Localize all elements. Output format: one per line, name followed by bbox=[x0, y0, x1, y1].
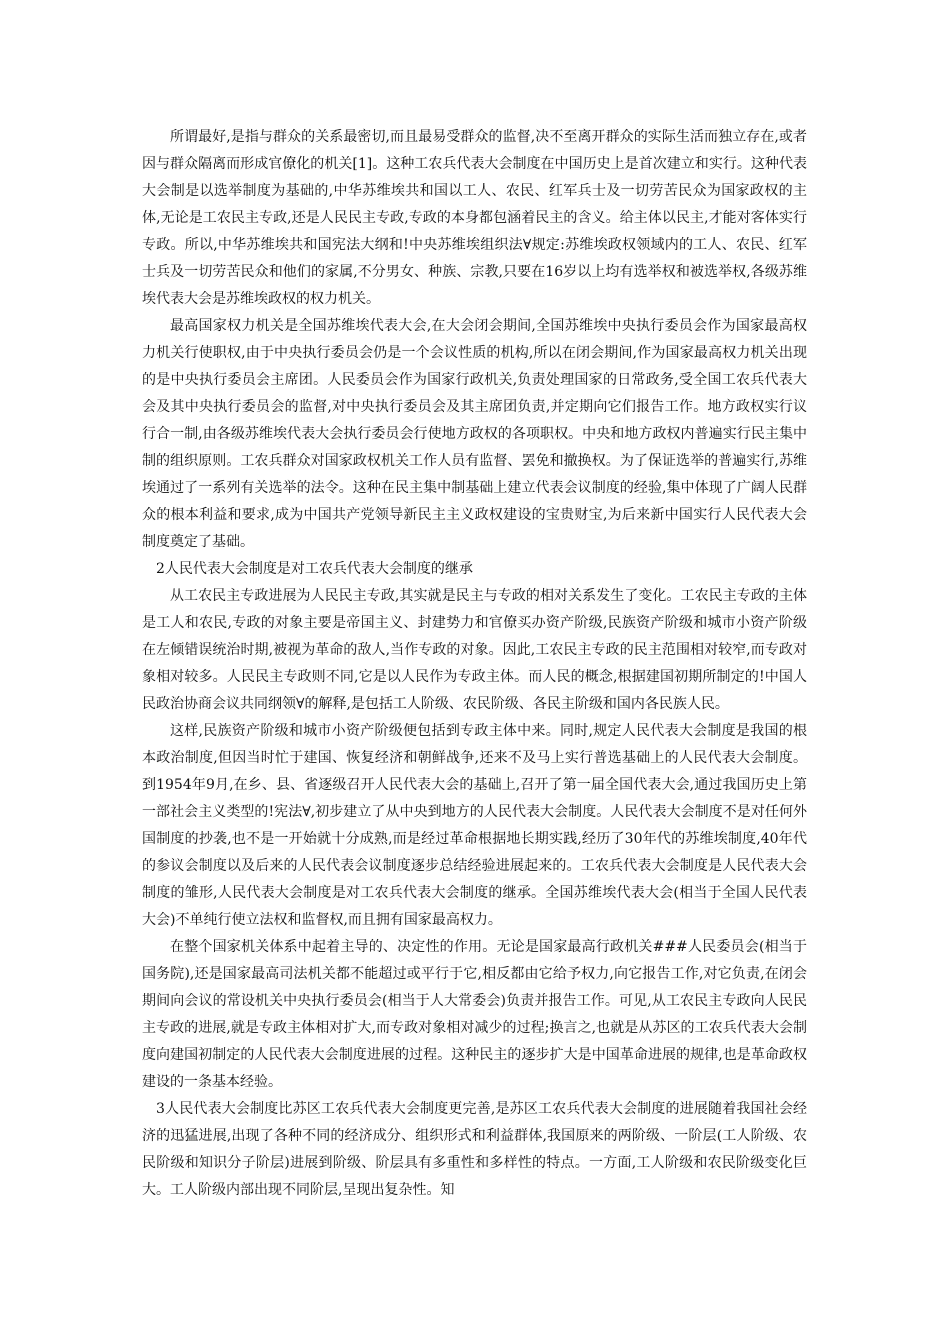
paragraph-5: 在整个国家机关体系中起着主导的、决定性的作用。无论是国家最高行政机关###人民委员会(相当于国务院),还是国家最高司法机关都不能超过或平行于它,相反都由它给予权力,向它报告工作,对它负责,在闭会期间向会议的常设机关中央执行委员会(相当于人大常委会)负责并报告工作。可见,从工农民主专政向人民民主专政的进展,就是专政主体相对扩大,而专政对象相对减少的过程;换言之,也就是从苏区的工农兵代表大会制度向建国初制定的人民代表大会制度进展的过程。这种民主的逐步扩大是中国革命进展的规律,也是革命政权建设的一条基本经验。 bbox=[142, 939, 807, 1090]
paragraph-4: 这样,民族资产阶级和城市小资产阶级便包括到专政主体中来。同时,规定人民代表大会制度是我国的根本政治制度,但因当时忙于建国、恢复经济和朝鲜战争,还来不及马上实行普选基础上的人民代表大会制度。到1954年9月,在乡、县、省逐级召开人民代表大会的基础上,召开了第一届全国代表大会,通过我国历史上第一部社会主义类型的!宪法∀,初步建立了从中央到地方的人民代表大会制度。人民代表大会制度不是对任何外国制度的抄袭,也不是一开始就十分成熟,而是经过革命根据地长期实践,经历了30年代的苏维埃制度,40年代的参议会制度以及后来的人民代表会议制度逐步总结经验进展起来的。工农兵代表大会制度是人民代表大会制度的雏形,人民代表大会制度是对工农兵代表大会制度的继承。全国苏维埃代表大会(相当于全国人民代表大会)不单纯行使立法权和监督权,而且拥有国家最高权力。 bbox=[142, 723, 807, 928]
section-heading-3: 3人民代表大会制度比苏区工农兵代表大会制度更完善,是苏区工农兵代表大会制度的进展随着我国社会经济的迅猛进展,出现了各种不同的经济成分、组织形式和利益群体,我国原来的两阶级、一阶层(工人阶级、农民阶级和知识分子阶层)进展到阶级、阶层具有多重性和多样性的特点。一方面,工人阶级和农民阶级变化巨大。工人阶级内部出现不同阶层,呈现出复杂性。知 bbox=[142, 1101, 807, 1198]
paragraph-1: 所谓最好,是指与群众的关系最密切,而且最易受群众的监督,决不至离开群众的实际生活而独立存在,或者因与群众隔离而形成官僚化的机关[1]。这种工农兵代表大会制度在中国历史上是首次建立和实行。这种代表大会制是以选举制度为基础的,中华苏维埃共和国以工人、农民、红军兵士及一切劳苦民众为国家政权的主体,无论是工农民主专政,还是人民民主专政,专政的本身都包涵着民主的含义。给主体以民主,才能对客体实行专政。所以,中华苏维埃共和国宪法大纲和!中央苏维埃组织法∀规定:苏维埃政权领域内的工人、农民、红军士兵及一切劳苦民众和他们的家属,不分男女、种族、宗教,只要在16岁以上均有选举权和被选举权,各级苏维埃代表大会是苏维埃政权的权力机关。 bbox=[142, 129, 807, 307]
document-page bbox=[142, 124, 807, 1204]
paragraph-3: 从工农民主专政进展为人民民主专政,其实就是民主与专政的相对关系发生了变化。工农民主专政的主体是工人和农民,专政的对象主要是帝国主义、封建势力和官僚买办资产阶级,民族资产阶级和城市小资产阶级在左倾错误统治时期,被视为革命的敌人,当作专政的对象。因此,工农民主专政的民主范围相对较窄,而专政对象相对较多。人民民主专政则不同,它是以人民作为专政主体。而人民的概念,根据建国初期所制定的!中国人民政治协商会议共同纲领∀的解释,是包括工人阶级、农民阶级、各民主阶级和国内各民族人民。 bbox=[142, 588, 807, 712]
section-heading-2: 2人民代表大会制度是对工农兵代表大会制度的继承 bbox=[156, 561, 473, 577]
paragraph-2: 最高国家权力机关是全国苏维埃代表大会,在大会闭会期间,全国苏维埃中央执行委员会作为国家最高权力机关行使职权,由于中央执行委员会仍是一个会议性质的机构,所以在闭会期间,作为国家最高权力机关出现的是中央执行委员会主席团。人民委员会作为国家行政机关,负责处理国家的日常政务,受全国工农兵代表大会及其中央执行委员会的监督,对中央执行委员会及其主席团负责,并定期向它们报告工作。地方政权实行议行合一制,由各级苏维埃代表大会执行委员会行使地方政权的各项职权。中央和地方政权内普遍实行民主集中制的组织原则。工农兵群众对国家政权机关工作人员有监督、罢免和撤换权。为了保证选举的普遍实行,苏维埃通过了一系列有关选举的法令。这种在民主集中制基础上建立代表会议制度的经验,集中体现了广阔人民群众的根本利益和要求,成为中国共产党领导新民主主义政权建设的宝贵财宝,为后来新中国实行人民代表大会制度奠定了基础。 bbox=[142, 318, 807, 550]
